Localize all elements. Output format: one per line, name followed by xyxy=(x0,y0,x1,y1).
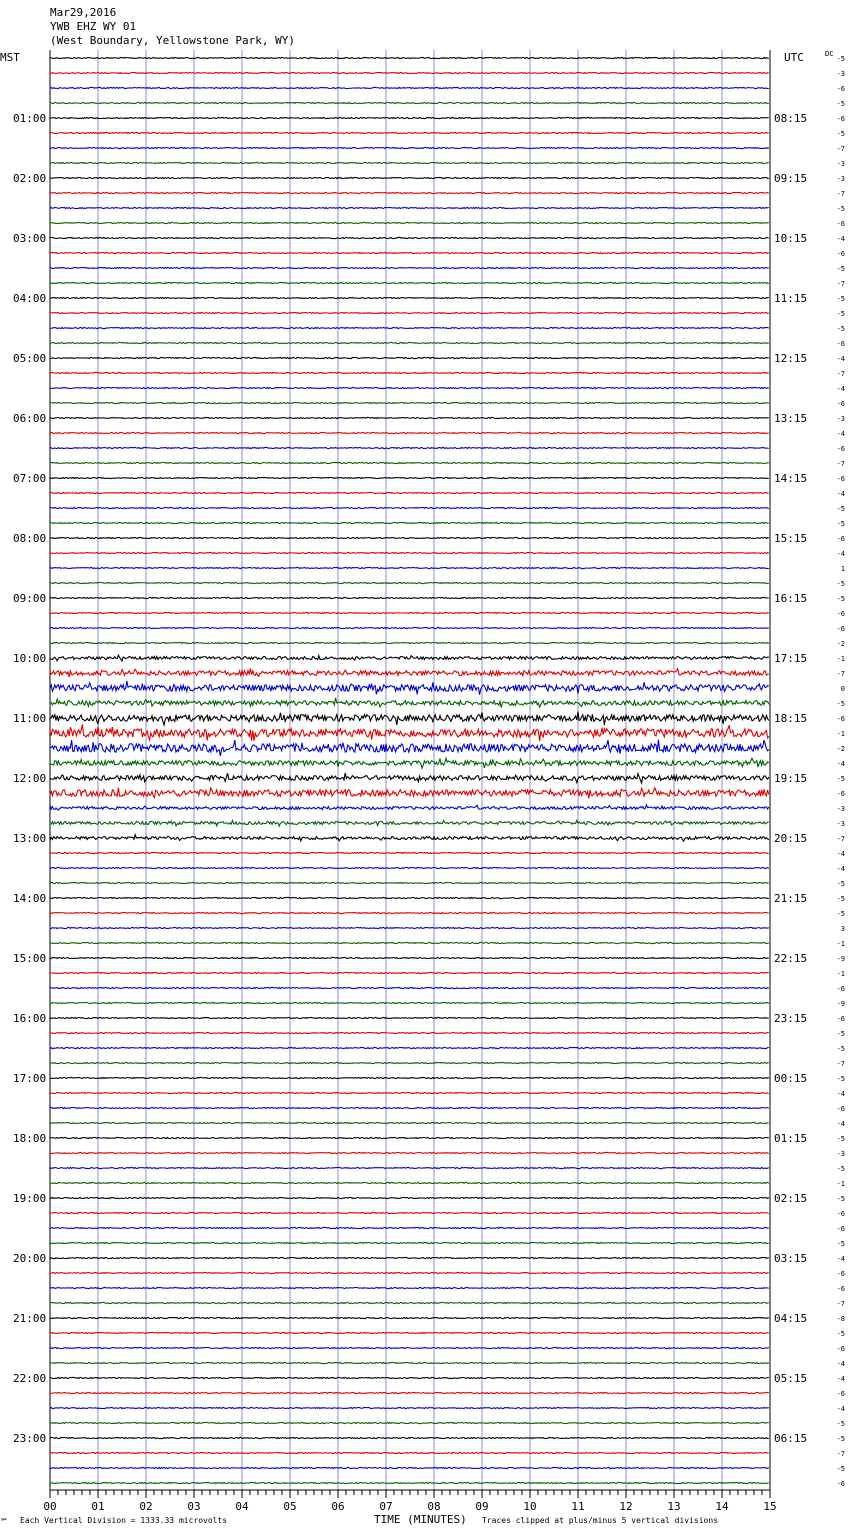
dc-offset: -7 xyxy=(836,145,845,153)
dc-offset: -3 xyxy=(836,1150,845,1158)
trace-30 xyxy=(50,507,769,508)
trace-59 xyxy=(50,942,769,943)
dc-offset: -5 xyxy=(836,880,845,888)
dc-offset: -4 xyxy=(836,1405,845,1413)
dc-offset: -5 xyxy=(836,1195,845,1203)
dc-offset: -7 xyxy=(836,190,845,198)
trace-69 xyxy=(50,1092,769,1093)
dc-offset: -6 xyxy=(836,625,845,633)
x-tick-label: 09 xyxy=(475,1500,489,1513)
dc-offset: -6 xyxy=(836,445,845,453)
dc-offset: -5 xyxy=(836,1465,845,1473)
trace-62 xyxy=(50,987,769,988)
dc-offset: -5 xyxy=(836,1240,845,1248)
dc-offset: -6 xyxy=(836,340,845,348)
dc-offset: -6 xyxy=(836,715,845,723)
dc-offset: -6 xyxy=(836,220,845,228)
clip-note: Traces clipped at plus/minus 5 vertical divisions xyxy=(482,1516,719,1525)
right-hour-label: 01:15 xyxy=(774,1132,808,1145)
dc-offset: -4 xyxy=(836,490,845,498)
dc-offset: -7 xyxy=(836,280,845,288)
left-hour-label: 23:00 xyxy=(13,1432,47,1445)
dc-offset: -5 xyxy=(836,1135,845,1143)
trace-16 xyxy=(50,297,769,298)
x-axis-title: TIME (MINUTES) xyxy=(374,1513,467,1526)
trace-44 xyxy=(50,712,769,725)
dc-offset: -4 xyxy=(836,865,845,873)
dc-offset: -6 xyxy=(836,985,845,993)
dc-offset: -5 xyxy=(836,1165,845,1173)
trace-45 xyxy=(50,724,769,741)
trace-88 xyxy=(50,1377,769,1378)
trace-37 xyxy=(50,612,769,613)
dc-offset: -6 xyxy=(836,1105,845,1113)
right-hour-label: 00:15 xyxy=(774,1072,808,1085)
x-tick-label: 06 xyxy=(331,1500,345,1513)
trace-8 xyxy=(50,177,769,178)
trace-93 xyxy=(50,1452,769,1453)
dc-offset: -6 xyxy=(836,250,845,258)
trace-22 xyxy=(50,387,769,388)
trace-2 xyxy=(50,87,769,88)
dc-offset: -4 xyxy=(836,355,845,363)
dc-offset: -7 xyxy=(836,835,845,843)
trace-54 xyxy=(50,867,769,868)
x-tick-label: 11 xyxy=(571,1500,585,1513)
trace-17 xyxy=(50,312,769,313)
trace-13 xyxy=(50,252,769,253)
dc-offset: -1 xyxy=(836,970,845,978)
right-hour-label: 11:15 xyxy=(774,292,808,305)
left-hour-label: 09:00 xyxy=(13,592,47,605)
trace-71 xyxy=(50,1122,769,1123)
dc-offset: -5 xyxy=(836,1435,845,1443)
trace-28 xyxy=(50,477,769,478)
dc-offset: -4 xyxy=(836,430,845,438)
trace-41 xyxy=(50,669,769,677)
left-hour-label: 14:00 xyxy=(13,892,47,905)
trace-43 xyxy=(50,698,769,708)
left-hour-label: 15:00 xyxy=(13,952,47,965)
dc-offset: -7 xyxy=(836,1450,845,1458)
dc-offset: -3 xyxy=(836,415,845,423)
right-hour-label: 20:15 xyxy=(774,832,808,845)
trace-38 xyxy=(50,627,769,628)
trace-29 xyxy=(50,492,769,493)
right-hour-label: 18:15 xyxy=(774,712,808,725)
trace-9 xyxy=(50,192,769,193)
trace-19 xyxy=(50,342,769,343)
right-hour-label: 17:15 xyxy=(774,652,808,665)
trace-65 xyxy=(50,1032,769,1033)
dc-label: DC xyxy=(825,50,834,58)
left-hour-label: 06:00 xyxy=(13,412,47,425)
dc-offset: -5 xyxy=(836,205,845,213)
trace-72 xyxy=(50,1137,769,1138)
dc-offset: -4 xyxy=(836,1360,845,1368)
trace-55 xyxy=(50,882,769,883)
dc-offset: -5 xyxy=(836,1330,845,1338)
trace-94 xyxy=(50,1467,769,1468)
trace-77 xyxy=(50,1212,769,1213)
dc-offset: -7 xyxy=(836,1300,845,1308)
dc-offset: -5 xyxy=(836,505,845,513)
right-hour-label: 21:15 xyxy=(774,892,808,905)
trace-3 xyxy=(50,102,769,103)
dc-offset: -5 xyxy=(836,1075,845,1083)
trace-36 xyxy=(50,597,769,598)
trace-86 xyxy=(50,1347,769,1348)
left-hour-label: 13:00 xyxy=(13,832,47,845)
dc-offset: -5 xyxy=(836,1045,845,1053)
left-hour-labels xyxy=(13,112,46,1445)
trace-95 xyxy=(50,1482,769,1483)
right-hour-label: 03:15 xyxy=(774,1252,808,1265)
dc-offset: -4 xyxy=(836,385,845,393)
trace-6 xyxy=(50,147,769,148)
dc-offset: -5 xyxy=(836,295,845,303)
left-hour-label: 11:00 xyxy=(13,712,47,725)
dc-offset: -1 xyxy=(836,730,845,738)
left-hour-label: 21:00 xyxy=(13,1312,47,1325)
dc-offset: -4 xyxy=(836,1255,845,1263)
dc-offset: -6 xyxy=(836,1345,845,1353)
dc-offset: -9 xyxy=(836,955,845,963)
right-hour-label: 23:15 xyxy=(774,1012,808,1025)
trace-23 xyxy=(50,402,769,403)
trace-83 xyxy=(50,1302,769,1303)
dc-offset: -4 xyxy=(836,760,845,768)
trace-50 xyxy=(50,805,769,810)
trace-40 xyxy=(50,655,769,661)
trace-60 xyxy=(50,957,769,958)
left-hour-label: 22:00 xyxy=(13,1372,47,1385)
trace-1 xyxy=(50,72,769,73)
trace-92 xyxy=(50,1437,769,1438)
trace-91 xyxy=(50,1422,769,1423)
left-hour-label: 17:00 xyxy=(13,1072,47,1085)
trace-32 xyxy=(50,537,769,538)
trace-0 xyxy=(50,57,769,58)
dc-offset: -1 xyxy=(836,655,845,663)
dc-offset: -7 xyxy=(836,1060,845,1068)
x-tick-label: 01 xyxy=(91,1500,105,1513)
dc-offset: -3 xyxy=(836,175,845,183)
dc-offset: -5 xyxy=(836,1420,845,1428)
dc-offset: -6 xyxy=(836,1285,845,1293)
trace-46 xyxy=(50,740,769,756)
trace-11 xyxy=(50,222,769,223)
dc-offset: -7 xyxy=(836,460,845,468)
corner-mark: ℠ xyxy=(0,1517,9,1526)
trace-area xyxy=(50,57,769,1483)
x-tick-label: 02 xyxy=(139,1500,153,1513)
dc-offset: -5 xyxy=(836,325,845,333)
trace-63 xyxy=(50,1002,769,1003)
dc-offset: -7 xyxy=(836,370,845,378)
left-hour-label: 02:00 xyxy=(13,172,47,185)
left-hour-label: 20:00 xyxy=(13,1252,47,1265)
trace-18 xyxy=(50,327,769,328)
trace-49 xyxy=(50,788,769,799)
trace-14 xyxy=(50,267,769,268)
dc-offset: -6 xyxy=(836,1210,845,1218)
trace-67 xyxy=(50,1062,769,1063)
trace-10 xyxy=(50,207,769,208)
trace-79 xyxy=(50,1242,769,1243)
x-tick-label: 10 xyxy=(523,1500,537,1513)
dc-offset: -9 xyxy=(836,1000,845,1008)
dc-offset: 0 xyxy=(840,685,845,693)
dc-offset: -6 xyxy=(836,400,845,408)
trace-64 xyxy=(50,1017,769,1018)
left-hour-label: 05:00 xyxy=(13,352,47,365)
trace-26 xyxy=(50,447,769,448)
trace-76 xyxy=(50,1197,769,1198)
trace-34 xyxy=(50,567,769,568)
trace-84 xyxy=(50,1317,769,1318)
dc-offset: -6 xyxy=(836,1270,845,1278)
trace-7 xyxy=(50,162,769,163)
trace-61 xyxy=(50,972,769,973)
trace-90 xyxy=(50,1407,769,1408)
trace-82 xyxy=(50,1287,769,1288)
dc-offset: -6 xyxy=(836,85,845,93)
trace-42 xyxy=(50,681,769,695)
trace-73 xyxy=(50,1152,769,1153)
dc-offset-column xyxy=(837,55,845,1488)
dc-offset: -6 xyxy=(836,1015,845,1023)
trace-74 xyxy=(50,1167,769,1168)
dc-offset: -5 xyxy=(836,265,845,273)
right-hour-label: 02:15 xyxy=(774,1192,808,1205)
dc-offset: -5 xyxy=(836,520,845,528)
dc-offset: -5 xyxy=(836,55,845,63)
right-hour-label: 10:15 xyxy=(774,232,808,245)
scale-note: Each Vertical Division = 1333.33 microvolts xyxy=(20,1516,228,1525)
x-tick-label: 13 xyxy=(667,1500,681,1513)
trace-20 xyxy=(50,357,769,358)
right-hour-label: 22:15 xyxy=(774,952,808,965)
x-tick-label: 07 xyxy=(379,1500,393,1513)
dc-offset: -3 xyxy=(836,160,845,168)
x-tick-label: 08 xyxy=(427,1500,441,1513)
dc-offset: 3 xyxy=(840,925,845,933)
left-hour-label: 01:00 xyxy=(13,112,47,125)
plot-date: Mar29,2016 xyxy=(50,6,117,19)
trace-56 xyxy=(50,897,769,898)
trace-31 xyxy=(50,522,769,523)
dc-offset: -6 xyxy=(836,790,845,798)
dc-offset: -6 xyxy=(836,475,845,483)
dc-offset: -2 xyxy=(836,745,845,753)
trace-4 xyxy=(50,117,769,118)
left-hour-label: 16:00 xyxy=(13,1012,47,1025)
right-hour-labels xyxy=(774,112,807,1445)
right-hour-label: 08:15 xyxy=(774,112,808,125)
x-tick-label: 12 xyxy=(619,1500,633,1513)
trace-89 xyxy=(50,1392,769,1393)
trace-52 xyxy=(50,835,769,841)
right-hour-label: 15:15 xyxy=(774,532,808,545)
left-hour-label: 18:00 xyxy=(13,1132,47,1145)
right-hour-label: 06:15 xyxy=(774,1432,808,1445)
trace-70 xyxy=(50,1107,769,1108)
trace-87 xyxy=(50,1362,769,1363)
right-hour-label: 19:15 xyxy=(774,772,808,785)
dc-offset: -6 xyxy=(836,1225,845,1233)
left-hour-label: 04:00 xyxy=(13,292,47,305)
trace-58 xyxy=(50,927,769,928)
trace-33 xyxy=(50,552,769,553)
dc-offset: -3 xyxy=(836,70,845,78)
trace-80 xyxy=(50,1257,769,1258)
dc-offset: -6 xyxy=(836,610,845,618)
right-hour-label: 14:15 xyxy=(774,472,808,485)
trace-21 xyxy=(50,372,769,373)
dc-offset: -3 xyxy=(836,805,845,813)
trace-15 xyxy=(50,282,769,283)
dc-offset: -6 xyxy=(836,115,845,123)
x-tick-label: 14 xyxy=(715,1500,729,1513)
trace-68 xyxy=(50,1077,769,1078)
dc-offset: -4 xyxy=(836,550,845,558)
trace-12 xyxy=(50,237,769,238)
dc-offset: -5 xyxy=(836,310,845,318)
x-tick-label: 15 xyxy=(763,1500,777,1513)
dc-offset: 1 xyxy=(840,565,845,573)
trace-24 xyxy=(50,417,769,418)
dc-offset: -4 xyxy=(836,850,845,858)
dc-offset: -5 xyxy=(836,910,845,918)
dc-offset: -3 xyxy=(836,820,845,828)
trace-47 xyxy=(50,758,769,768)
right-hour-label: 05:15 xyxy=(774,1372,808,1385)
trace-57 xyxy=(50,912,769,913)
trace-39 xyxy=(50,642,769,643)
left-hour-label: 03:00 xyxy=(13,232,47,245)
dc-offset: -1 xyxy=(836,1180,845,1188)
dc-offset: -6 xyxy=(836,1480,845,1488)
dc-offset: -2 xyxy=(836,640,845,648)
dc-offset: -5 xyxy=(836,100,845,108)
trace-53 xyxy=(50,852,769,853)
dc-offset: -6 xyxy=(836,535,845,543)
trace-27 xyxy=(50,462,769,463)
dc-offset: -5 xyxy=(836,775,845,783)
right-axis-label: UTC xyxy=(784,51,804,64)
right-hour-label: 09:15 xyxy=(774,172,808,185)
dc-offset: -4 xyxy=(836,235,845,243)
trace-35 xyxy=(50,582,769,583)
x-tick-label: 04 xyxy=(235,1500,249,1513)
trace-66 xyxy=(50,1047,769,1048)
dc-offset: -5 xyxy=(836,130,845,138)
trace-5 xyxy=(50,132,769,133)
x-axis xyxy=(43,1490,776,1513)
x-tick-label: 03 xyxy=(187,1500,201,1513)
trace-81 xyxy=(50,1272,769,1273)
left-hour-label: 07:00 xyxy=(13,472,47,485)
dc-offset: -7 xyxy=(836,670,845,678)
right-hour-label: 04:15 xyxy=(774,1312,808,1325)
dc-offset: -5 xyxy=(836,580,845,588)
dc-offset: -5 xyxy=(836,595,845,603)
x-tick-label: 05 xyxy=(283,1500,297,1513)
trace-75 xyxy=(50,1182,769,1183)
dc-offset: -4 xyxy=(836,1120,845,1128)
trace-48 xyxy=(50,773,769,783)
right-hour-label: 13:15 xyxy=(774,412,808,425)
left-hour-label: 12:00 xyxy=(13,772,47,785)
x-tick-label: 00 xyxy=(43,1500,57,1513)
left-hour-label: 19:00 xyxy=(13,1192,47,1205)
station-code: YWB EHZ WY 01 xyxy=(50,20,137,33)
left-hour-label: 08:00 xyxy=(13,532,47,545)
dc-offset: -4 xyxy=(836,1090,845,1098)
trace-85 xyxy=(50,1332,769,1333)
trace-25 xyxy=(50,432,769,433)
station-location: (West Boundary, Yellowstone Park, WY) xyxy=(50,34,296,47)
dc-offset: -5 xyxy=(836,700,845,708)
left-hour-label: 10:00 xyxy=(13,652,47,665)
right-hour-label: 12:15 xyxy=(774,352,808,365)
dc-offset: -5 xyxy=(836,1030,845,1038)
left-axis-label: MST xyxy=(0,51,20,64)
dc-offset: -1 xyxy=(836,940,845,948)
dc-offset: -4 xyxy=(836,1375,845,1383)
dc-offset: -6 xyxy=(836,1390,845,1398)
trace-78 xyxy=(50,1227,769,1228)
right-hour-label: 16:15 xyxy=(774,592,808,605)
dc-offset: -8 xyxy=(836,1315,845,1323)
dc-offset: -5 xyxy=(836,895,845,903)
trace-51 xyxy=(50,820,769,826)
